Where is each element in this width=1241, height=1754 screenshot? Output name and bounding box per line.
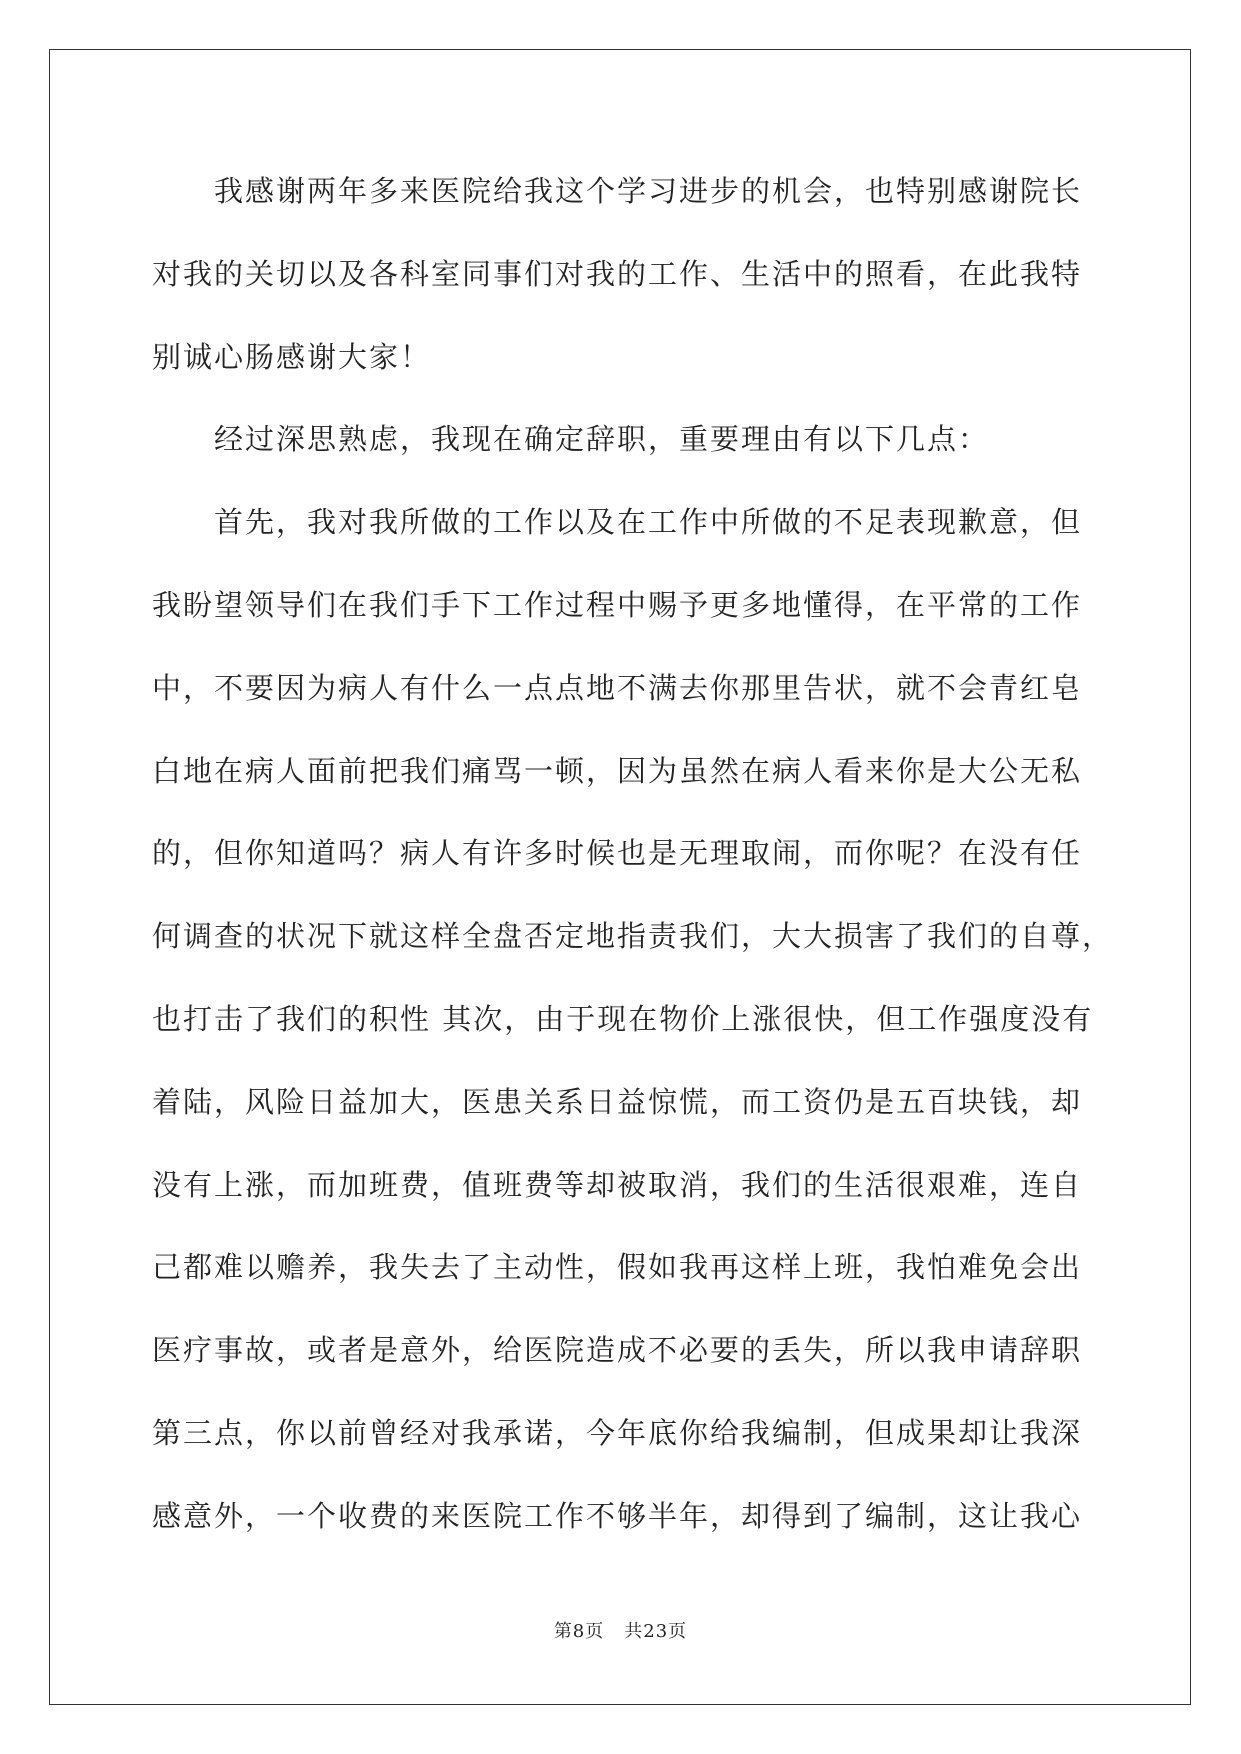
total-pages: 共23页 <box>624 1621 688 1642</box>
text-line: 第三点，你以前曾经对我承诺，今年底你给我编制，但成果却让我深 <box>152 1415 1083 1450</box>
text-line: 中，不要因为病人有什么一点点地不满去你那里告状，就不会青红皂 <box>152 670 1083 705</box>
page-footer <box>0 1617 1241 1643</box>
text-line: 首先，我对我所做的工作以及在工作中所做的不足表现歉意，但 <box>214 505 1083 540</box>
text-line: 医疗事故，或者是意外，给医院造成不必要的丢失，所以我申请辞职 <box>152 1333 1083 1368</box>
text-line: 何调查的状况下就这样全盘否定地指责我们，大大损害了我们的自尊， <box>152 919 1114 954</box>
text-line: 对我的关切以及各科室同事们对我的工作、生活中的照看，在此我特 <box>152 256 1083 291</box>
text-line: 别诚心肠感谢大家！ <box>152 339 432 374</box>
text-line: 我感谢两年多来医院给我这个学习进步的机会，也特别感谢院长 <box>214 174 1083 208</box>
text-line: 也打击了我们的积性 其次，由于现在物价上涨很快，但工作强度没有 <box>152 1001 1094 1036</box>
text-line: 白地在病人面前把我们痛骂一顿，因为虽然在病人看来你是大公无私 <box>152 753 1083 788</box>
text-line: 没有上涨，而加班费，值班费等却被取消，我们的生活很艰难，连自 <box>152 1167 1083 1202</box>
text-line: 经过深思熟虑，我现在确定辞职，重要理由有以下几点： <box>214 422 990 457</box>
current-page-number: 第8页 <box>553 1621 605 1642</box>
text-line: 感意外，一个收费的来医院工作不够半年，却得到了编制，这让我心 <box>152 1498 1083 1533</box>
text-line: 着陆，风险日益加大，医患关系日益惊慌，而工资仍是五百块钱，却 <box>152 1084 1083 1119</box>
text-line: 己都难以赡养，我失去了主动性，假如我再这样上班，我怕难免会出 <box>152 1250 1083 1285</box>
text-line: 的，但你知道吗？病人有许多时候也是无理取闹，而你呢？在没有任 <box>152 836 1083 871</box>
body-text <box>152 161 1114 1569</box>
text-line: 我盼望领导们在我们手下工作过程中赐予更多地懂得，在平常的工作 <box>152 587 1083 622</box>
